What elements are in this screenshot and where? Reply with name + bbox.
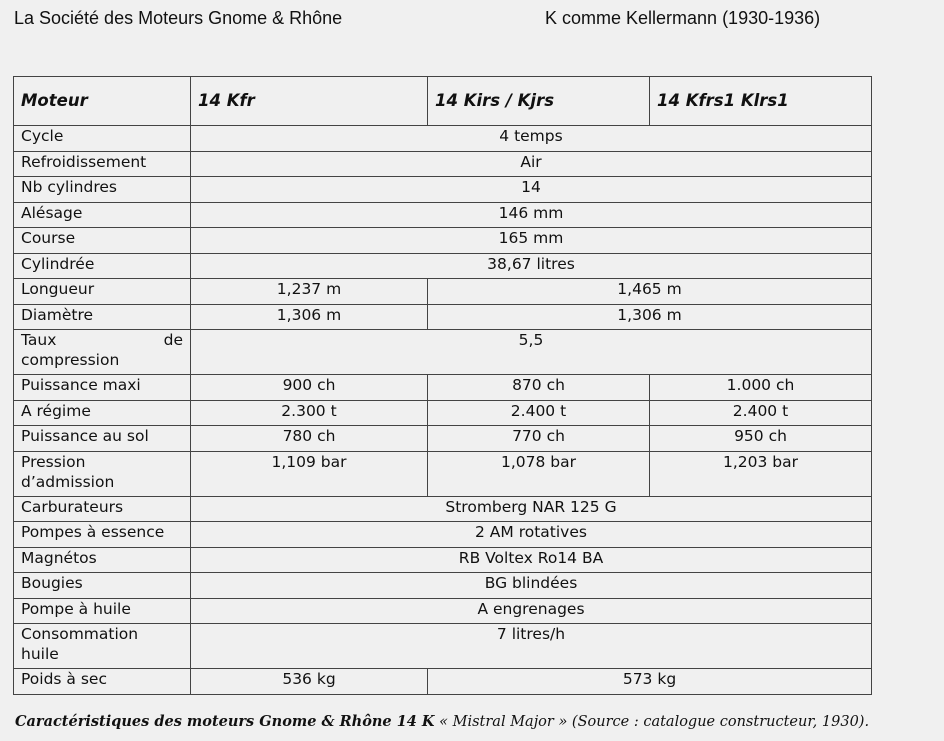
row-label: Diamètre [14,304,191,330]
row-label-part: huile [21,645,59,663]
row-value: 1,237 m [191,279,428,305]
row-value: 14 [191,177,872,203]
row-value: 770 ch [428,426,650,452]
row-value: 38,67 litres [191,253,872,279]
row-label: Nb cylindres [14,177,191,203]
row-label-part: Pression [21,452,86,471]
row-label: Poids à sec [14,669,191,695]
row-value: A engrenages [191,598,872,624]
row-label: A régime [14,400,191,426]
row-label [14,330,191,375]
row-value: 573 kg [428,669,872,695]
table-row [14,496,872,522]
row-label: Puissance au sol [14,426,191,452]
row-value: 2.400 t [650,400,872,426]
row-label-part: d’admission [21,472,115,491]
row-label: Course [14,228,191,254]
row-value: 870 ch [428,375,650,401]
table-row [14,451,872,496]
table-caption [15,713,869,730]
row-label: Puissance maxi [14,375,191,401]
header-cell-14kirs: 14 Kirs / Kjrs [428,77,650,126]
table-row [14,547,872,573]
row-value: 2 AM rotatives [191,522,872,548]
row-value: 950 ch [650,426,872,452]
table-row [14,573,872,599]
header-subtitle: K comme Kellermann (1930-1936) [545,8,821,28]
row-label [14,451,191,496]
table-row [14,177,872,203]
engine-spec-table [13,76,872,695]
row-label-part: de [163,331,183,349]
row-value: 5,5 [191,330,872,375]
row-value: 780 ch [191,426,428,452]
table-row [14,279,872,305]
table-row [14,202,872,228]
row-label-part: Consommation [21,625,139,643]
row-label: Cycle [14,126,191,152]
row-label-part: compression [21,351,120,369]
table-row [14,330,872,375]
table-row [14,522,872,548]
row-label: Refroidissement [14,151,191,177]
row-value: 900 ch [191,375,428,401]
caption-rest: « Mistral Major » (Source : catalogue constructeur, 1930). [439,714,870,730]
row-label: Alésage [14,202,191,228]
caption-bold: Caractéristiques des moteurs Gnome & Rhône 14 K [15,713,435,730]
table-row [14,151,872,177]
row-label: Pompe à huile [14,598,191,624]
table-row [14,400,872,426]
table-row [14,375,872,401]
row-value: 1,465 m [428,279,872,305]
row-value: 146 mm [191,202,872,228]
table-row [14,669,872,695]
header-title: La Société des Moteurs Gnome & Rhône [14,8,343,28]
row-label: Magnétos [14,547,191,573]
table-row [14,126,872,152]
row-value: 1.000 ch [650,375,872,401]
table-row [14,253,872,279]
row-value: 1,078 bar [428,451,650,496]
row-value: 1,306 m [428,304,872,330]
row-value: 1,306 m [191,304,428,330]
row-value: 7 litres/h [191,624,872,669]
row-label: Pompes à essence [14,522,191,548]
row-value: RB Voltex Ro14 BA [191,547,872,573]
row-label [14,624,191,669]
header-cell-14kfrs1: 14 Kfrs1 Klrs1 [650,77,872,126]
row-label-part: Taux [21,331,57,349]
table-row [14,304,872,330]
row-value: 536 kg [191,669,428,695]
row-value: 165 mm [191,228,872,254]
row-label: Carburateurs [14,496,191,522]
header-cell-moteur: Moteur [14,77,191,126]
table-row [14,598,872,624]
table-row [14,426,872,452]
row-value: 2.400 t [428,400,650,426]
row-value: 4 temps [191,126,872,152]
row-value: 2.300 t [191,400,428,426]
row-label: Cylindrée [14,253,191,279]
row-value: BG blindées [191,573,872,599]
row-label: Longueur [14,279,191,305]
table-row [14,228,872,254]
row-value: 1,203 bar [650,451,872,496]
row-value: 1,109 bar [191,451,428,496]
header-cell-14kfr: 14 Kfr [191,77,428,126]
table-row [14,624,872,669]
table-header-row [14,77,872,126]
row-value: Air [191,151,872,177]
row-value: Stromberg NAR 125 G [191,496,872,522]
row-label: Bougies [14,573,191,599]
